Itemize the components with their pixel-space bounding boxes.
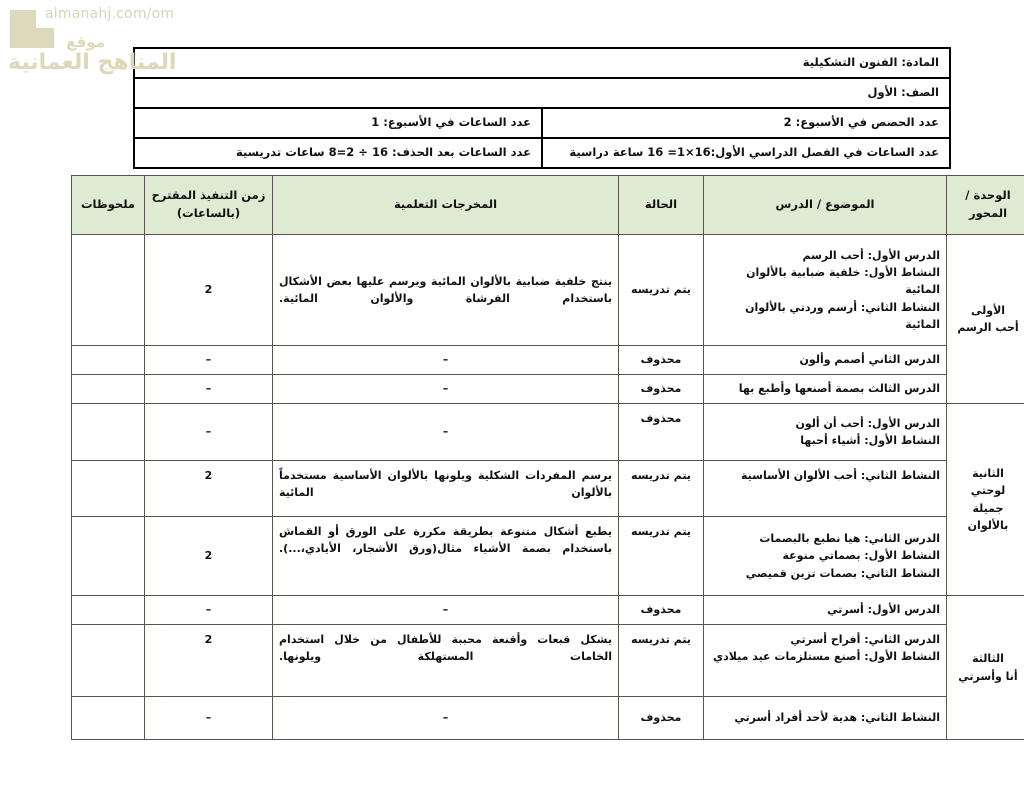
notes-cell bbox=[72, 461, 145, 517]
lesson-line: الدرس الثاني: هيا نطبع بالبصمات bbox=[759, 532, 940, 546]
time-cell: 2 bbox=[145, 461, 273, 517]
column-header-lesson: الموضوع / الدرس bbox=[704, 176, 947, 235]
notes-cell bbox=[72, 596, 145, 625]
status-cell: يتم تدريسه bbox=[619, 235, 704, 346]
info-subject: المادة: الفنون التشكيلية bbox=[134, 48, 950, 78]
unit-cell-2 bbox=[947, 404, 1024, 596]
watermark-url: almanahj.com/om bbox=[45, 6, 175, 22]
notes-cell bbox=[72, 235, 145, 346]
outcome-cell: يشكل قبعات وأقنعة محببة للأطفال من خلال استخدام الخامات المستهلكة ويلونها. bbox=[273, 625, 619, 697]
unit-2-line2: لوحتي bbox=[970, 484, 1006, 498]
watermark-block-icon bbox=[10, 10, 36, 32]
unit-1-line2: أحب الرسم bbox=[957, 321, 1019, 334]
unit-cell-1 bbox=[947, 235, 1024, 404]
status-cell: محذوف bbox=[619, 697, 704, 740]
unit-2-line4: بالألوان bbox=[967, 518, 1009, 532]
outcome-cell: – bbox=[273, 404, 619, 461]
unit-3-line2: أنا وأسرتي bbox=[958, 669, 1018, 683]
lesson-cell bbox=[704, 346, 947, 375]
lesson-line: النشاط الثاني: أرسم وردتي بالألوان المائية bbox=[745, 300, 940, 331]
lesson-line: النشاط الأول: أشياء أحبها bbox=[800, 434, 940, 447]
column-header-status: الحالة bbox=[619, 176, 704, 235]
lesson-cell bbox=[704, 697, 947, 740]
table-row bbox=[72, 461, 1024, 517]
lesson-line: الدرس الأول: أحب الرسم bbox=[802, 249, 940, 263]
watermark-block-icon bbox=[10, 28, 54, 48]
table-row bbox=[72, 404, 1024, 461]
info-hours-per-week: عدد الساعات في الأسبوع: 1 bbox=[134, 108, 542, 138]
time-cell: 2 bbox=[145, 235, 273, 346]
outcome-cell: – bbox=[273, 375, 619, 404]
info-hours-after-deletion: عدد الساعات بعد الحذف: 16 ÷ 2=8 ساعات تدريسية bbox=[134, 138, 542, 168]
lesson-line: النشاط الأول: بصماتي منوعة bbox=[782, 549, 940, 563]
table-row bbox=[72, 235, 1024, 346]
info-row-grade bbox=[134, 78, 950, 108]
lesson-line: النشاط الأول: أصنع مستلزمات عيد ميلادي bbox=[713, 650, 940, 664]
outcome-cell: – bbox=[273, 697, 619, 740]
status-cell: محذوف bbox=[619, 404, 704, 461]
unit-1-line1: الأولى bbox=[970, 303, 1006, 317]
notes-cell bbox=[72, 346, 145, 375]
status-cell: يتم تدريسه bbox=[619, 625, 704, 697]
notes-cell bbox=[72, 625, 145, 697]
notes-cell bbox=[72, 697, 145, 740]
notes-cell bbox=[72, 375, 145, 404]
table-row bbox=[72, 375, 1024, 404]
lesson-cell bbox=[704, 235, 947, 346]
info-grade: الصف: الأول bbox=[134, 78, 950, 108]
unit-2-line1: الثانية bbox=[972, 467, 1004, 481]
lesson-cell bbox=[704, 375, 947, 404]
outcome-cell: يطبع أشكال متنوعة بطريقة مكررة على الورق أو القماش باستخدام بصمة الأشياء مثال(ورق الأشجار، الأيادي،...). bbox=[273, 517, 619, 596]
column-header-unit bbox=[947, 176, 1024, 235]
watermark-arabic-main: المناهج العمانية bbox=[8, 50, 177, 75]
time-cell: 2 bbox=[145, 517, 273, 596]
column-header-notes: ملحوظات bbox=[72, 176, 145, 235]
outcome-cell: – bbox=[273, 596, 619, 625]
column-header-unit-line1: الوحدة / bbox=[965, 188, 1011, 203]
outcome-cell: يرسم المفردات الشكلية ويلونها بالألوان الأساسية مستخدماً بالألوان المائية bbox=[273, 461, 619, 517]
time-cell: – bbox=[145, 346, 273, 375]
lesson-line: النشاط الأول: خلفية ضبابية بالألوان المائية bbox=[746, 266, 940, 297]
info-row-periods bbox=[134, 108, 950, 138]
status-cell: يتم تدريسه bbox=[619, 517, 704, 596]
lesson-cell bbox=[704, 596, 947, 625]
time-cell: – bbox=[145, 404, 273, 461]
table-row bbox=[72, 596, 1024, 625]
lesson-line: النشاط الثاني: هدية لأحد أفراد أسرتي bbox=[734, 711, 940, 725]
table-row bbox=[72, 517, 1024, 596]
status-cell: محذوف bbox=[619, 375, 704, 404]
time-cell: 2 bbox=[145, 625, 273, 697]
status-cell: محذوف bbox=[619, 596, 704, 625]
lesson-line: النشاط الثاني: بصمات تزين قميصي bbox=[745, 566, 940, 580]
lesson-cell bbox=[704, 461, 947, 517]
column-header-time-line2: (بالساعات) bbox=[176, 206, 241, 220]
time-cell: – bbox=[145, 596, 273, 625]
time-cell: – bbox=[145, 375, 273, 404]
unit-cell-3 bbox=[947, 596, 1024, 740]
lesson-cell bbox=[704, 625, 947, 697]
lesson-line: الدرس الأول: أسرتي bbox=[827, 603, 940, 617]
lesson-line: الدرس الأول: أحب أن ألون bbox=[795, 416, 940, 430]
lesson-cell bbox=[704, 404, 947, 461]
info-periods-per-week: عدد الحصص في الأسبوع: 2 bbox=[542, 108, 950, 138]
column-header-unit-line2: المحور bbox=[968, 206, 1008, 220]
lesson-line: النشاط الثاني: أحب الألوان الأساسية bbox=[740, 469, 940, 482]
status-cell: يتم تدريسه bbox=[619, 461, 704, 517]
time-cell: – bbox=[145, 697, 273, 740]
unit-2-line3: جميلة bbox=[972, 501, 1004, 515]
lesson-line: الدرس الثاني أصمم وألون bbox=[799, 353, 940, 367]
notes-cell bbox=[72, 517, 145, 596]
notes-cell bbox=[72, 404, 145, 461]
info-row-hours bbox=[134, 138, 950, 168]
table-row bbox=[72, 346, 1024, 375]
info-row-subject bbox=[134, 48, 950, 78]
lesson-line: الدرس الثاني: أفراح أسرتي bbox=[790, 633, 940, 646]
table-row bbox=[72, 697, 1024, 740]
status-cell: محذوف bbox=[619, 346, 704, 375]
table-row bbox=[72, 625, 1024, 697]
lesson-line: الدرس الثالث بصمة أصنعها وأطبع بها bbox=[738, 382, 940, 396]
watermark-arabic-top: موقع bbox=[66, 33, 105, 51]
unit-3-line1: الثالثة bbox=[972, 652, 1004, 666]
column-header-outcomes: المخرجات التعلمية bbox=[273, 176, 619, 235]
lesson-cell bbox=[704, 517, 947, 596]
course-info-table bbox=[133, 47, 951, 169]
column-header-time bbox=[145, 176, 273, 235]
table-header-row bbox=[72, 176, 1024, 235]
outcome-cell: – bbox=[273, 346, 619, 375]
info-hours-semester: عدد الساعات في الفصل الدراسي الأول:16×1= 16 ساعة دراسية bbox=[542, 138, 950, 168]
outcome-cell: ينتج خلفية ضبابية بالألوان المائية ويرسم عليها بعض الأشكال باستخدام الفرشاة والألوان المائية. bbox=[273, 235, 619, 346]
curriculum-plan-table bbox=[71, 175, 1024, 740]
column-header-time-line1: زمن التنفيذ المقترح bbox=[151, 188, 266, 203]
